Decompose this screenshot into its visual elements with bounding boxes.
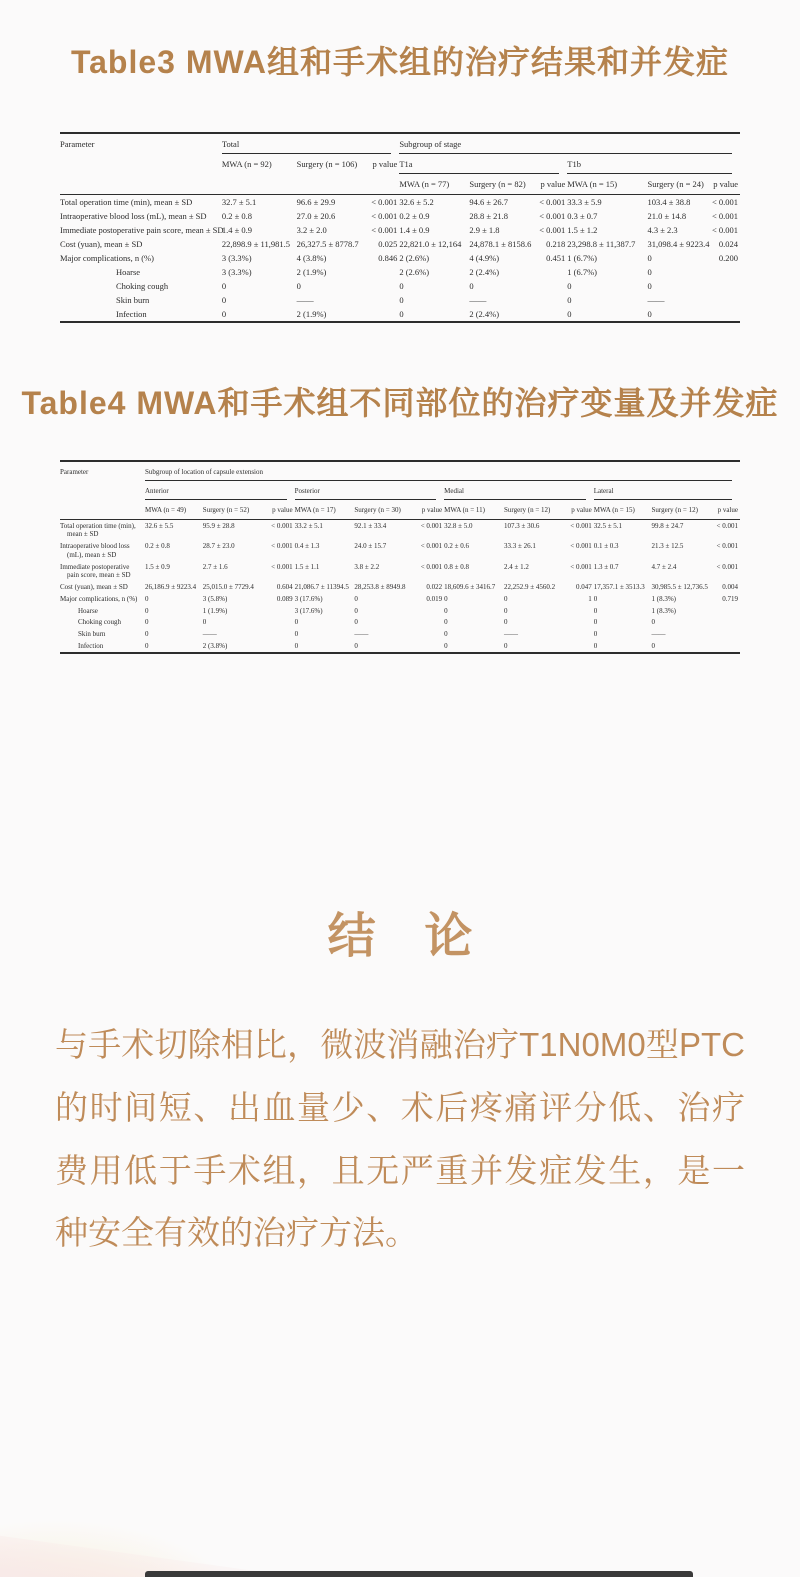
table-cell: [412, 617, 444, 629]
table-cell: 24,878.1 ± 8158.6: [469, 238, 532, 249]
table-header-cell: MWA (n = 15): [593, 506, 635, 515]
table-cell: < 0.001: [711, 210, 738, 221]
table-row: [60, 265, 740, 279]
table-cell: < 0.001: [263, 520, 295, 541]
table-cell: 0: [567, 308, 572, 319]
table-cell: 1.5 ± 0.9: [145, 562, 170, 571]
bottom-home-indicator: [145, 1571, 693, 1577]
table-cell: 0.4 ± 1.3: [294, 542, 320, 551]
table-cell: 0: [399, 308, 404, 319]
table-header-cell: Parameter: [60, 468, 89, 477]
table-cell: 0.846: [378, 252, 398, 263]
table-cell: 2.9 ± 1.8: [469, 224, 500, 235]
row-label: Infection: [116, 308, 147, 319]
table-row: [60, 617, 740, 629]
table-header-cell: MWA (n = 11): [444, 506, 485, 515]
table-cell: 3.8 ± 2.2: [354, 562, 380, 571]
table-header-cell: T1a: [399, 154, 567, 174]
table-cell: 2 (2.6%): [399, 252, 430, 263]
table-cell: 0: [444, 594, 448, 603]
table-row: [60, 582, 740, 594]
table-cell: 0.2 ± 0.8: [145, 542, 170, 551]
table-cell: < 0.001: [412, 520, 444, 541]
table-cell: 94.6 ± 26.7: [469, 194, 535, 209]
table-cell: 2.4 ± 1.2: [503, 562, 529, 571]
table-header-cell: Surgery (n = 52): [202, 506, 250, 515]
table-cell: 0: [469, 280, 474, 291]
table-cell: 2.7 ± 1.6: [202, 562, 228, 571]
table-cell: 17,357.1 ± 3513.3: [593, 583, 645, 592]
row-label: Intraoperative blood loss (mL), mean ± SD: [60, 542, 130, 559]
row-label: Cost (yuan), mean ± SD: [60, 238, 143, 249]
table-header-cell: MWA (n = 77): [399, 178, 450, 189]
table-row: [60, 629, 740, 641]
table-header-cell: p value: [372, 158, 398, 169]
table-cell: < 0.001: [420, 542, 443, 551]
table-cell: 30,985.5 ± 12,736.5: [651, 583, 708, 592]
table-cell: 3 (17.6%): [294, 594, 323, 603]
table-cell: 0.025: [378, 238, 398, 249]
table-cell: 0: [567, 280, 572, 291]
row-label: Immediate postoperative pain score, mean ± SD: [60, 562, 131, 580]
table-cell: [564, 605, 594, 617]
table-cell: 0: [444, 606, 448, 615]
table-cell: 0: [145, 641, 149, 650]
table-cell: 2 (2.4%): [469, 266, 500, 277]
table-header-cell: MWA (n = 17): [294, 506, 336, 515]
table-cell: 1.4 ± 0.9: [399, 224, 430, 235]
table-cell: [711, 640, 740, 653]
table-row: [60, 605, 740, 617]
table-cell: 4.7 ± 2.4: [651, 562, 677, 571]
table-cell: 0: [202, 618, 207, 627]
table-row: [60, 237, 740, 251]
table-row: [60, 520, 740, 541]
table-row: [60, 251, 740, 265]
table-cell: [711, 617, 740, 629]
table-header-cell: p value: [272, 506, 293, 515]
table-cell: 0: [354, 641, 358, 650]
row-label: Intraoperative blood loss (mL), mean ± SD: [60, 210, 207, 221]
table-cell: 3 (3.3%): [221, 266, 252, 277]
conclusion-heading: 结 论: [327, 908, 489, 965]
table-cell: 0.451: [546, 252, 566, 263]
table-cell: < 0.001: [271, 562, 293, 571]
table-cell: 0.022: [426, 583, 443, 592]
table-cell: [367, 293, 399, 307]
table-header-cell: Subgroup of location of capsule extension: [145, 461, 740, 481]
table-cell: 0: [294, 618, 299, 627]
table-cell: 21.3 ± 12.5: [651, 542, 684, 551]
table-cell: 0: [567, 294, 572, 305]
table-cell: 21.0 ± 14.8: [647, 210, 687, 221]
row-label: Total operation time (min), mean ± SD: [60, 520, 145, 541]
table-cell: 26,327.5 ± 8778.7: [296, 238, 359, 249]
table-row: [60, 279, 740, 293]
table-cell: 0: [294, 641, 299, 650]
table-cell: < 0.001: [711, 224, 738, 235]
table-header-row: [60, 481, 740, 500]
row-label: Infection: [78, 641, 104, 650]
table-cell: [263, 629, 295, 641]
table-cell: 3.2 ± 2.0: [296, 224, 327, 235]
table-cell: 0: [145, 606, 149, 615]
table-cell: ——: [469, 294, 487, 305]
table-cell: [711, 629, 740, 641]
row-label: Cost (yuan), mean ± SD: [60, 583, 128, 592]
table-cell: 0.024: [718, 238, 738, 249]
table-cell: [412, 640, 444, 653]
table-row: [60, 307, 740, 322]
table-header-row: [60, 461, 740, 481]
table-cell: < 0.001: [367, 194, 399, 209]
table-cell: 0: [221, 294, 227, 305]
table-header-row: [60, 133, 740, 154]
row-label: Skin burn: [78, 630, 106, 639]
table-cell: 0: [294, 630, 299, 639]
table-cell: 92.1 ± 33.4: [354, 520, 412, 541]
table-cell: < 0.001: [564, 520, 594, 541]
table-cell: 31,098.4 ± 9223.4: [647, 238, 710, 249]
table-cell: [367, 307, 399, 322]
table-row: [60, 541, 740, 562]
table-cell: 28.7 ± 23.0: [202, 542, 235, 551]
table-cell: [535, 279, 567, 293]
table-cell: 0: [593, 618, 598, 627]
table-cell: 24.0 ± 15.7: [354, 542, 387, 551]
table-cell: [263, 617, 295, 629]
table-cell: 26,186.9 ± 9223.4: [145, 583, 197, 592]
table-cell: 1.4 ± 0.9: [221, 224, 253, 235]
table-cell: 32.6 ± 5.5: [145, 520, 203, 541]
table-cell: 0: [593, 641, 598, 650]
table-cell: 96.6 ± 29.9: [297, 194, 368, 209]
row-label: Total operation time (min), mean ± SD: [60, 194, 222, 209]
table-cell: [564, 640, 594, 653]
table-cell: 0.019: [426, 594, 443, 603]
table-header-cell: Surgery (n = 106): [296, 158, 358, 169]
table-cell: 4 (3.8%): [296, 252, 327, 263]
table-cell: 0: [593, 630, 598, 639]
table-cell: 32.5 ± 5.1: [594, 520, 652, 541]
table-cell: ——: [202, 630, 217, 639]
table-header-cell: MWA (n = 15): [567, 178, 618, 189]
table-cell: 27.0 ± 20.6: [296, 210, 336, 221]
table-header-cell: p value: [421, 506, 443, 515]
table-header-cell: Subgroup of stage: [399, 133, 740, 154]
table-cell: 0: [354, 618, 358, 627]
table-cell: 3 (3.3%): [221, 252, 252, 263]
table-cell: [535, 307, 567, 322]
table-cell: 1.5 ± 1.2: [567, 224, 598, 235]
table-row: [60, 293, 740, 307]
table-cell: 0: [354, 606, 358, 615]
table-cell: 0: [444, 641, 448, 650]
table-header-cell: p value: [540, 178, 566, 189]
table-cell: [711, 293, 740, 307]
table-cell: < 0.001: [570, 542, 592, 551]
table-cell: 0: [503, 594, 508, 603]
table-cell: < 0.001: [716, 562, 738, 571]
table-cell: 0.047: [575, 583, 592, 592]
table-cell: < 0.001: [420, 562, 443, 571]
table-cell: 2 (2.6%): [399, 266, 430, 277]
table-cell: 0.200: [718, 252, 738, 263]
table-cell: 21,086.7 ± 11394.5: [294, 583, 349, 592]
row-label: Choking cough: [78, 618, 121, 627]
table-cell: < 0.001: [371, 210, 398, 221]
table-cell: 0: [647, 266, 652, 277]
conclusion-paragraph: 与手术切除相比，微波消融治疗T1N0M0型PTC的时间短、出血量少、术后疼痛评分低、治疗费用低于手术组，且无严重并发症发生，是一种安全有效的治疗方法。: [55, 1026, 745, 1252]
table-cell: 33.3 ± 26.1: [503, 542, 536, 551]
table-cell: 1 (1.9%): [202, 606, 228, 615]
table-cell: [535, 265, 567, 279]
table-header-cell: T1b: [567, 154, 740, 174]
table-cell: [367, 279, 399, 293]
row-label: Major complications, n (%): [60, 594, 138, 603]
table3-title: Table3 MWA组和手术组的治疗结果和并发症: [70, 44, 730, 80]
table-cell: 1: [588, 594, 592, 603]
table-header-cell: Surgery (n = 30): [354, 506, 401, 515]
table-cell: ——: [647, 294, 665, 305]
table-cell: 22,898.9 ± 11,981.5: [221, 238, 290, 249]
table-header-cell: Posterior: [295, 481, 445, 500]
table-cell: 0: [503, 641, 508, 650]
table-cell: 0: [221, 308, 227, 319]
table-cell: [263, 605, 295, 617]
table-cell: 28,253.8 ± 8949.8: [354, 583, 406, 592]
table-cell: < 0.001: [539, 210, 566, 221]
table-header-cell: Total: [222, 133, 399, 154]
table-header-cell: Parameter: [60, 138, 95, 149]
table-cell: [564, 617, 594, 629]
table-cell: 99.8 ± 24.7: [652, 520, 712, 541]
table-cell: 0: [221, 280, 227, 291]
table-row: [60, 209, 740, 223]
table-cell: 0.2 ± 0.6: [444, 542, 469, 551]
row-label: Skin burn: [116, 294, 150, 305]
table-header-cell: p value: [713, 178, 738, 189]
table-header-cell: Surgery (n = 12): [651, 506, 698, 515]
row-label: Major complications, n (%): [60, 252, 154, 263]
table-cell: 0: [593, 594, 598, 603]
table-row: [60, 194, 740, 209]
table-cell: [711, 279, 740, 293]
table-cell: 1 (8.3%): [651, 606, 677, 615]
table-cell: < 0.001: [711, 520, 740, 541]
table-cell: 2 (1.9%): [296, 266, 327, 277]
table-cell: ——: [296, 294, 314, 305]
table-header-cell: Surgery (n = 12): [503, 506, 551, 515]
table-header-cell: Lateral: [594, 481, 740, 500]
table-header-cell: MWA (n = 49): [145, 506, 187, 515]
table-cell: ——: [354, 630, 369, 639]
table-cell: < 0.001: [570, 562, 592, 571]
table-cell: 0: [647, 252, 652, 263]
scientific-table: [60, 460, 740, 654]
table-cell: 0: [503, 618, 508, 627]
table-cell: 3 (17.6%): [294, 606, 323, 615]
table-cell: 28.8 ± 21.8: [469, 210, 509, 221]
table-cell: 32.6 ± 5.2: [399, 194, 469, 209]
table-cell: < 0.001: [539, 224, 566, 235]
table-cell: [367, 265, 399, 279]
table-cell: 3 (5.8%): [202, 594, 228, 603]
table-cell: 0: [145, 618, 149, 627]
table-row: [60, 640, 740, 653]
table-header-cell: Anterior: [145, 481, 295, 500]
table-cell: 0.218: [546, 238, 566, 249]
table-cell: 2 (3.8%): [202, 641, 228, 650]
table-cell: 22,821.0 ± 12,164: [399, 238, 462, 249]
table-cell: 22,252.9 ± 4560.2: [503, 583, 556, 592]
table3-container: [60, 132, 740, 323]
table-cell: 0: [145, 630, 149, 639]
table-cell: 1 (6.7%): [567, 266, 597, 277]
table-cell: < 0.001: [535, 194, 567, 209]
table-header-row: [60, 500, 740, 520]
table-cell: [711, 605, 740, 617]
scientific-table: [60, 132, 740, 323]
table-cell: 0.2 ± 0.8: [221, 210, 253, 221]
table-cell: 0: [296, 280, 301, 291]
table-header-cell: Surgery (n = 82): [469, 178, 526, 189]
table-cell: 1 (6.7%): [567, 252, 597, 263]
row-label: Hoarse: [78, 606, 98, 615]
table-cell: 32.8 ± 5.0: [444, 520, 504, 541]
table-cell: [711, 307, 740, 322]
table-cell: 2 (2.4%): [469, 308, 500, 319]
table-cell: 0: [145, 594, 149, 603]
table-cell: 95.9 ± 28.8: [203, 520, 263, 541]
table-cell: < 0.001: [711, 194, 740, 209]
table-cell: < 0.001: [716, 542, 738, 551]
table-cell: < 0.001: [371, 224, 398, 235]
table-cell: 0: [354, 594, 358, 603]
table-cell: 0.089: [276, 594, 293, 603]
table-cell: 0.719: [722, 594, 738, 603]
table-cell: 0.2 ± 0.9: [399, 210, 430, 221]
table-cell: 0: [444, 618, 448, 627]
row-label: Hoarse: [116, 266, 141, 277]
table4-title: Table4 MWA和手术组不同部位的治疗变量及并发症: [21, 384, 779, 421]
table-row: [60, 223, 740, 237]
table-cell: < 0.001: [271, 542, 293, 551]
table-cell: ——: [503, 630, 518, 639]
table-cell: 23,298.8 ± 11,387.7: [567, 238, 636, 249]
table-cell: [535, 293, 567, 307]
table-cell: 0: [647, 280, 652, 291]
table-cell: 0.8 ± 0.8: [444, 562, 469, 571]
table-cell: 1.5 ± 1.1: [294, 562, 320, 571]
table-cell: 0: [399, 294, 404, 305]
table-cell: 0: [593, 606, 598, 615]
table-cell: 107.3 ± 30.6: [504, 520, 564, 541]
table-cell: 103.4 ± 38.8: [647, 194, 711, 209]
table-cell: 33.2 ± 5.1: [295, 520, 355, 541]
table-cell: 25,015.0 ± 7729.4: [202, 583, 254, 592]
table-cell: 2 (1.9%): [296, 308, 327, 319]
table4-container: [60, 460, 740, 654]
table-cell: [711, 265, 740, 279]
table-cell: 0: [647, 308, 652, 319]
table-cell: 18,609.6 ± 3416.7: [444, 583, 496, 592]
table-cell: 0: [399, 280, 404, 291]
table-cell: 0: [651, 618, 656, 627]
table-cell: 0.1 ± 0.3: [593, 542, 619, 551]
table-cell: 0: [503, 606, 508, 615]
table-row: [60, 593, 740, 605]
table-cell: [412, 605, 444, 617]
table-cell: [263, 640, 295, 653]
table-cell: 0.604: [276, 583, 293, 592]
table-cell: 4.3 ± 2.3: [647, 224, 678, 235]
table-header-cell: Surgery (n = 24): [647, 178, 704, 189]
table-cell: 4 (4.9%): [469, 252, 500, 263]
table-header-cell: p value: [571, 506, 592, 515]
table-header-cell: Medial: [444, 481, 594, 500]
table-cell: ——: [651, 630, 666, 639]
table-cell: 0.004: [722, 583, 738, 592]
table-cell: 33.3 ± 5.9: [567, 194, 647, 209]
table-cell: 0.3 ± 0.7: [567, 210, 598, 221]
table-cell: 32.7 ± 5.1: [222, 194, 297, 209]
table-header-cell: p value: [717, 506, 738, 515]
table-header-cell: MWA (n = 92): [221, 158, 272, 169]
row-label: Choking cough: [116, 280, 169, 291]
table-cell: 1.3 ± 0.7: [593, 562, 619, 571]
table-cell: 0: [444, 630, 448, 639]
table-cell: 0: [651, 641, 656, 650]
table-cell: [412, 629, 444, 641]
row-label: Immediate postoperative pain score, mean ± SD: [60, 224, 224, 235]
table-cell: 1 (8.3%): [651, 594, 677, 603]
table-cell: [564, 629, 594, 641]
table-row: [60, 561, 740, 582]
